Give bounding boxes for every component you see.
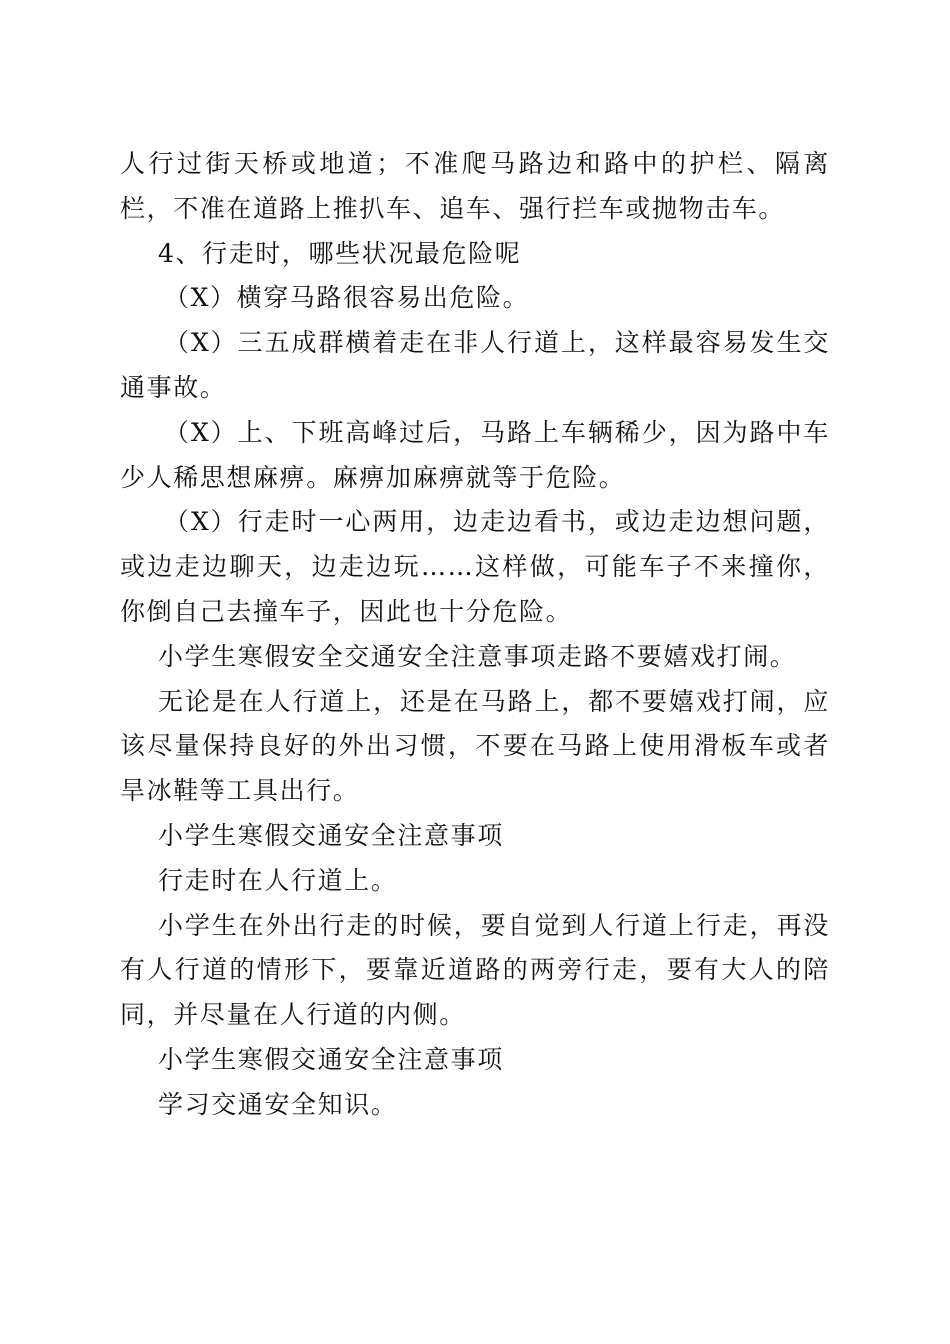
paragraph-section-title: 小学生寒假安全交通安全注意事项走路不要嬉戏打闹。 [158, 641, 797, 671]
paragraph-subtitle: 行走时在人行道上。 [158, 865, 398, 895]
paragraph-subtitle: 学习交通安全知识。 [158, 1089, 398, 1119]
paragraph-heading-4: 4、行走时，哪些状况最危险呢 [158, 238, 522, 268]
paragraph-item: （X）横穿马路很容易出危险。 [164, 283, 530, 313]
paragraph-continued: 人行过街天桥或地道；不准爬马路边和路中的护栏、隔离栏，不准在道路上推扒车、追车、强行拦车或抛物击车。 [120, 149, 830, 223]
document-body [120, 142, 830, 1128]
paragraph-section-title: 小学生寒假交通安全注意事项 [158, 820, 504, 850]
paragraph-item: （X）行走时一心两用，边走边看书，或边走边想问题，或边走边聊天，边走边玩……这样做，可能车子不来撞你，你倒自己去撞车子，因此也十分危险。 [120, 507, 830, 626]
paragraph-item: （X）三五成群横着走在非人行道上，这样最容易发生交通事故。 [120, 328, 830, 402]
paragraph-section-title: 小学生寒假交通安全注意事项 [158, 1044, 504, 1074]
paragraph-body: 无论是在人行道上，还是在马路上，都不要嬉戏打闹，应该尽量保持良好的外出习惯，不要在马路上使用滑板车或者旱冰鞋等工具出行。 [120, 686, 830, 806]
paragraph-item: （X）上、下班高峰过后，马路上车辆稀少，因为路中车少人稀思想麻痹。麻痹加麻痹就等于危险。 [120, 417, 830, 492]
paragraph-body: 小学生在外出行走的时候，要自觉到人行道上行走，再没有人行道的情形下，要靠近道路的两旁行走，要有大人的陪同，并尽量在人行道的内侧。 [120, 910, 830, 1030]
